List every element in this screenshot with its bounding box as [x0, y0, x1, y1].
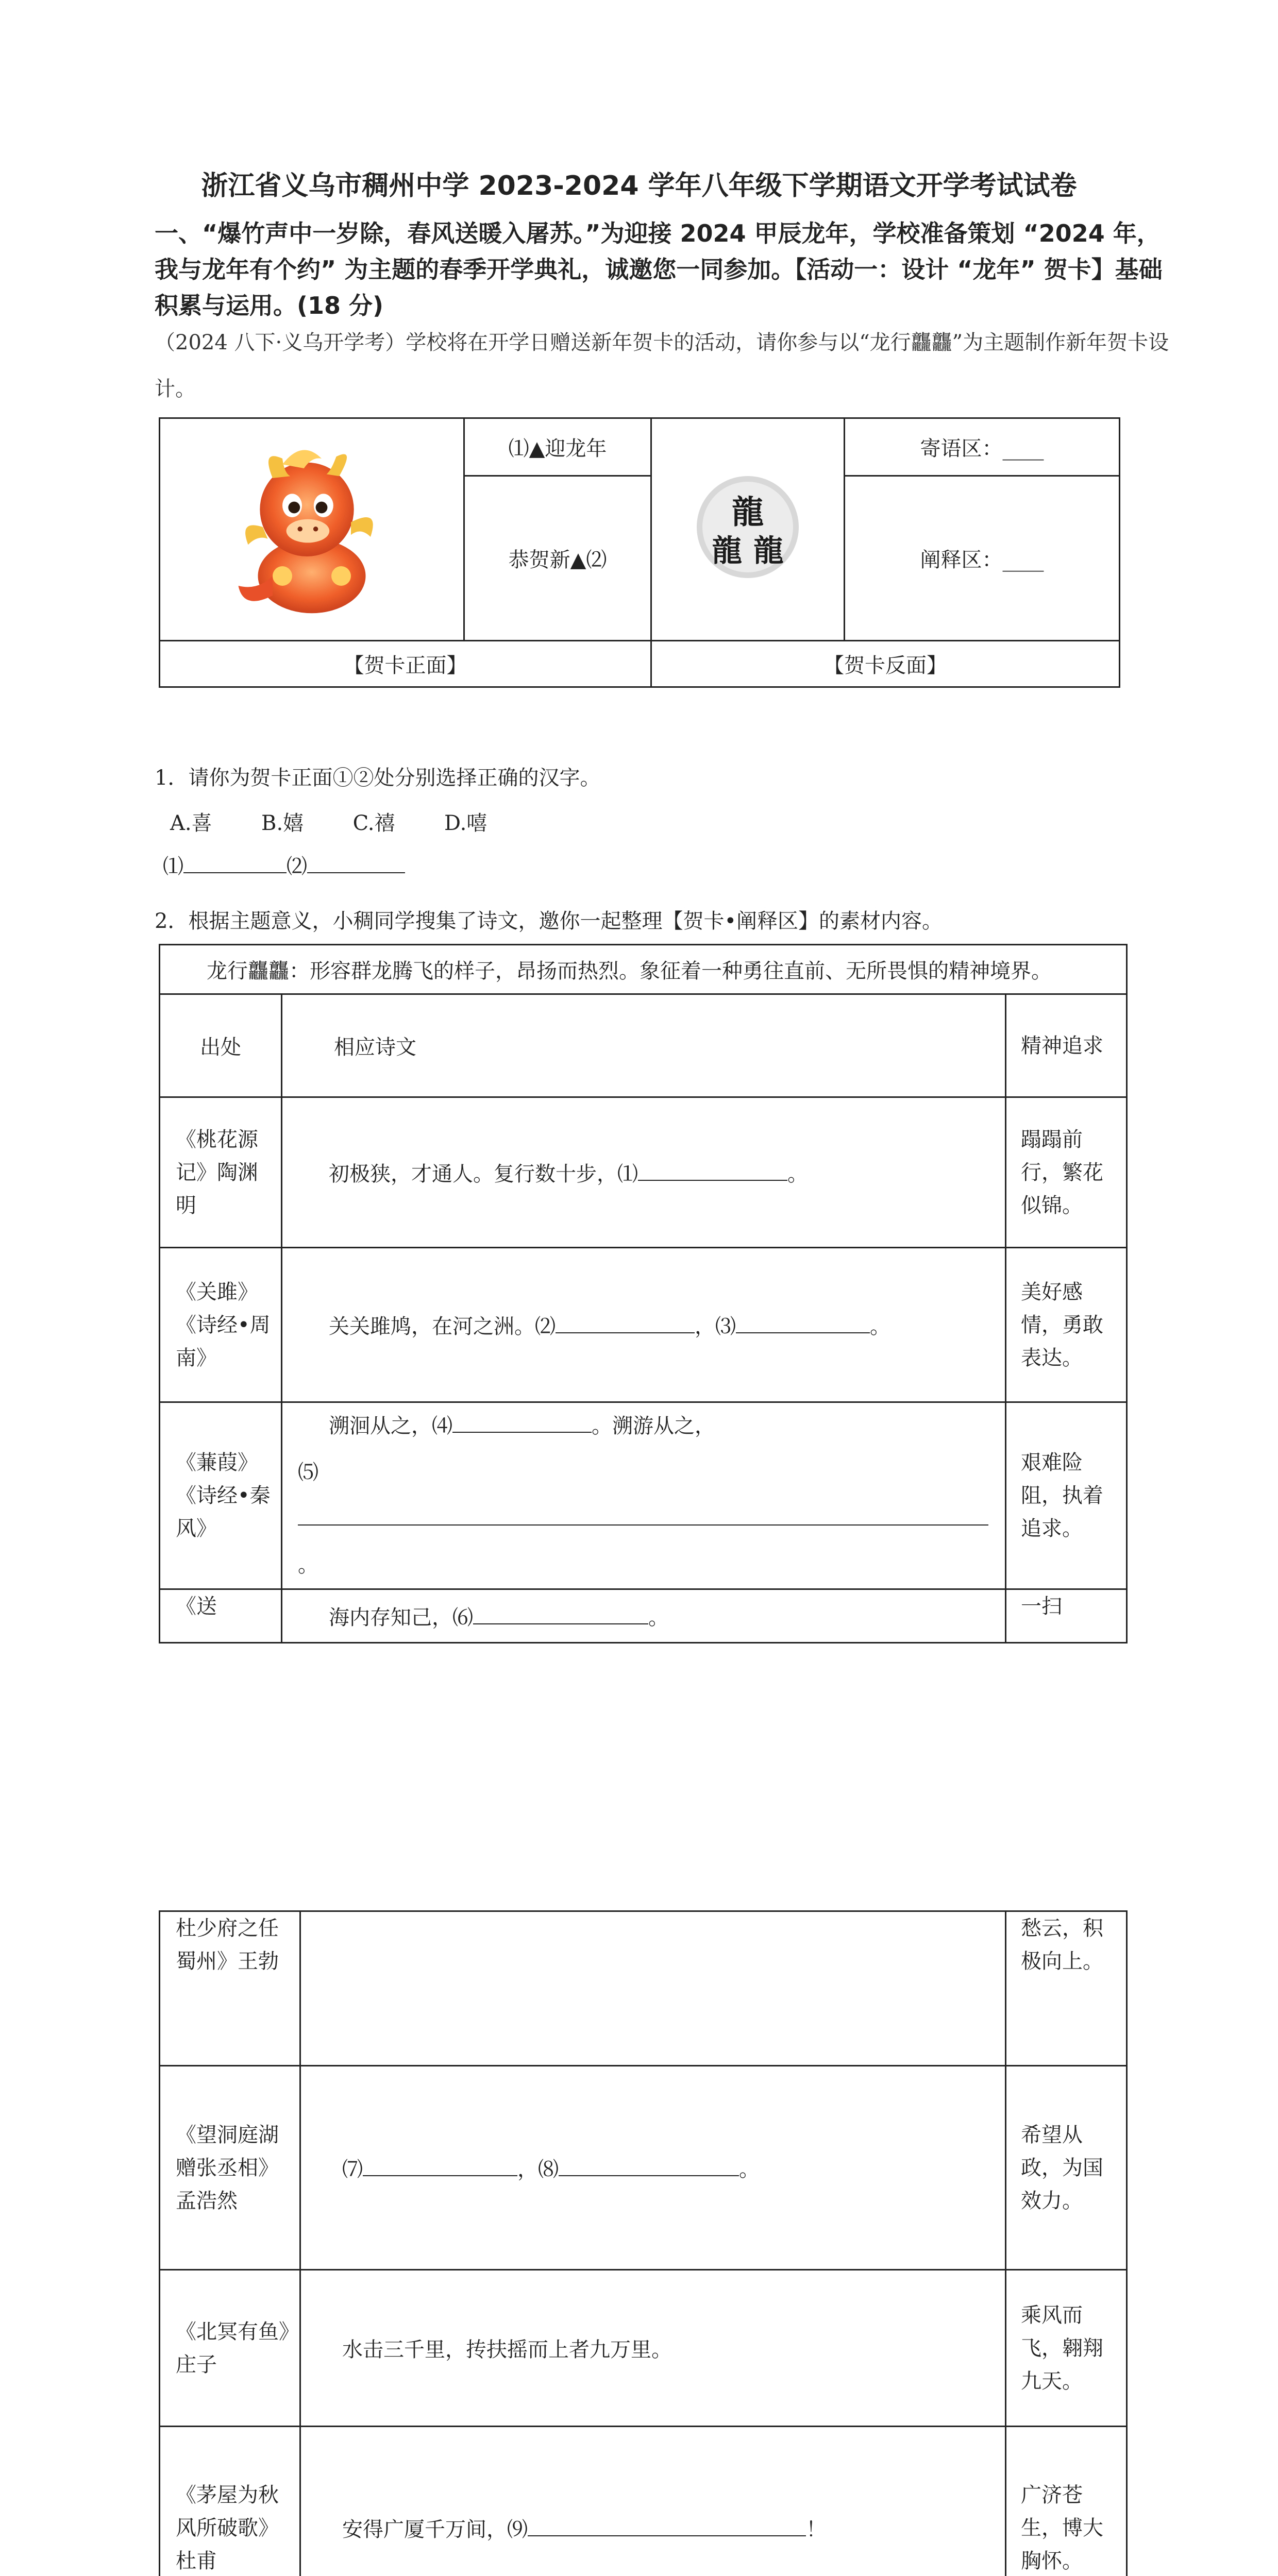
q1-answer1-label: ⑴	[163, 855, 183, 878]
svg-text:龍: 龍	[712, 532, 742, 568]
dragon-seal-icon	[691, 470, 804, 584]
row4-verse-end: 。	[648, 1606, 669, 1630]
card-line2: 恭贺新▲⑵	[508, 548, 607, 572]
row8-verse-cell	[300, 2427, 1006, 2576]
card-seal-cell	[651, 418, 845, 641]
svg-text:龍: 龍	[753, 532, 784, 568]
row6-source: 《望洞庭湖赠张丞相》孟浩然	[160, 2066, 300, 2270]
row8-source: 《茅屋为秋风所破歌》杜甫	[160, 2427, 300, 2576]
card-explain-zone: 阐释区：____	[920, 548, 1044, 572]
q1-option-d: D.嘻	[444, 811, 487, 835]
blank-2[interactable]	[556, 1312, 695, 1333]
row5-source: 杜少府之任蜀州》王勃	[160, 1911, 300, 2066]
row2-source: 《关雎》《诗经•周南》	[160, 1248, 282, 1402]
header-spirit: 精神追求	[1006, 994, 1127, 1097]
row2-verse: 关关雎鸠，在河之洲。⑵	[329, 1315, 556, 1338]
row1-verse-end: 。	[787, 1162, 808, 1186]
poem-table-page1	[159, 944, 1128, 1643]
row1-verse: 初极狭，才通人。复行数十步，⑴	[329, 1162, 638, 1186]
card-mail-zone-cell	[845, 418, 1120, 476]
row7-spirit: 乘风而飞，翱翔九天。	[1006, 2270, 1127, 2427]
header-verse: 相应诗文	[282, 994, 1006, 1097]
card-line2-cell	[464, 476, 651, 641]
blank-1[interactable]	[638, 1159, 787, 1181]
dragon-illustration	[214, 429, 410, 625]
row4-verse-cell	[282, 1589, 1006, 1643]
q1-stem: 1．请你为贺卡正面①②处分别选择正确的汉字。	[155, 766, 601, 790]
q1-options	[170, 808, 487, 839]
row5-spirit: 愁云，积极向上。	[1006, 1911, 1127, 2066]
blank-7[interactable]	[363, 2155, 517, 2176]
row3-verse-cell	[282, 1402, 1006, 1589]
q1-option-b: B.嬉	[261, 811, 304, 835]
q1-option-c: C.禧	[352, 811, 395, 835]
q1-answer2-label: ⑵	[287, 855, 307, 878]
greeting-card-table	[159, 417, 1120, 688]
section-one-intro: （2024 八下·义乌开学考）学校将在开学日赠送新年贺卡的活动，请你参与以“龙行龘龘”为主题制作新年贺卡设计。	[155, 331, 1169, 401]
card-front-label: 【贺卡正面】	[160, 641, 651, 687]
blank-5[interactable]	[298, 1504, 988, 1526]
poem-table-page2	[159, 1910, 1128, 2576]
blank-4[interactable]	[452, 1411, 592, 1433]
row6-verse-end: 。	[739, 2158, 760, 2181]
q2-stem: 2．根据主题意义，小稠同学搜集了诗文，邀你一起整理【贺卡•阐释区】的素材内容。	[155, 909, 943, 933]
svg-text:龍: 龍	[731, 493, 764, 531]
q1-option-a: A.喜	[170, 811, 212, 835]
exam-title: 浙江省义乌市稠州中学 2023-2024 学年八年级下学期语文开学考试试卷	[201, 171, 1077, 201]
blank-9[interactable]	[528, 2515, 806, 2536]
row4-verse: 海内存知己，⑹	[329, 1606, 473, 1630]
row3-verse-mid: 。溯游从之，	[592, 1414, 715, 1438]
blank-3[interactable]	[736, 1312, 870, 1333]
row3-spirit: 艰难险阻，执着追求。	[1006, 1402, 1127, 1589]
row6-verse: ⑺	[342, 2158, 363, 2181]
row1-verse-cell	[282, 1097, 1006, 1248]
row3-verse: 溯洄从之，⑷	[329, 1414, 452, 1438]
row2-spirit: 美好感情，勇敢表达。	[1006, 1248, 1127, 1402]
row4-source: 《送	[160, 1589, 282, 1643]
row8-verse-end: ！	[806, 2518, 827, 2541]
section-one-heading: 一、“爆竹声中一岁除，春风送暖入屠苏。”为迎接 2024 甲辰龙年，学校准备策划 “2024 年，我与龙年有个约” 为主题的春季开学典礼，诚邀您一同参加。【活动一：设计 “龙年” 贺卡】基础积累与运用。(18 分)	[155, 219, 1163, 319]
blank-6[interactable]	[473, 1603, 648, 1624]
row2-verse-end: 。	[870, 1315, 890, 1338]
q1-answer2-blank[interactable]	[307, 852, 405, 873]
header-source: 出处	[160, 994, 282, 1097]
row4-spirit: 一扫	[1006, 1589, 1127, 1643]
row3-verse2: ⑸	[298, 1461, 318, 1484]
card-line1-cell	[464, 418, 651, 476]
row7-source: 《北冥有鱼》庄子	[160, 2270, 300, 2427]
row6-spirit: 希望从政，为国效力。	[1006, 2066, 1127, 2270]
q1-answers	[163, 851, 405, 882]
row1-source: 《桃花源记》陶渊明	[160, 1097, 282, 1248]
row6-verse-cell	[300, 2066, 1006, 2270]
row5-verse-cell	[300, 1911, 1006, 2066]
row8-verse: 安得广厦千万间，⑼	[342, 2518, 528, 2541]
row2-verse-mid: ，⑶	[695, 1315, 736, 1338]
card-explain-zone-cell	[845, 476, 1120, 641]
card-line1: ⑴▲迎龙年	[508, 437, 607, 461]
card-dragon-cell	[160, 418, 464, 641]
row3-verse-end: 。	[298, 1553, 318, 1577]
card-mail-zone: 寄语区：____	[920, 437, 1044, 461]
row6-verse-mid: ，⑻	[517, 2158, 559, 2181]
blank-8[interactable]	[559, 2155, 739, 2176]
card-back-label: 【贺卡反面】	[651, 641, 1120, 687]
row1-spirit: 蹋蹋前行，繁花似锦。	[1006, 1097, 1127, 1248]
row7-verse: 水击三千里，抟扶摇而上者九万里。	[300, 2270, 1006, 2427]
row3-source: 《蒹葭》《诗经•秦风》	[160, 1402, 282, 1589]
row2-verse-cell	[282, 1248, 1006, 1402]
row8-spirit: 广济苍生，博大胸怀。	[1006, 2427, 1127, 2576]
poem-table-intro: 龙行龘龘：形容群龙腾飞的样子，昂扬而热烈。象征着一种勇往直前、无所畏惧的精神境界。	[160, 945, 1127, 994]
q1-answer1-blank[interactable]	[183, 852, 287, 873]
